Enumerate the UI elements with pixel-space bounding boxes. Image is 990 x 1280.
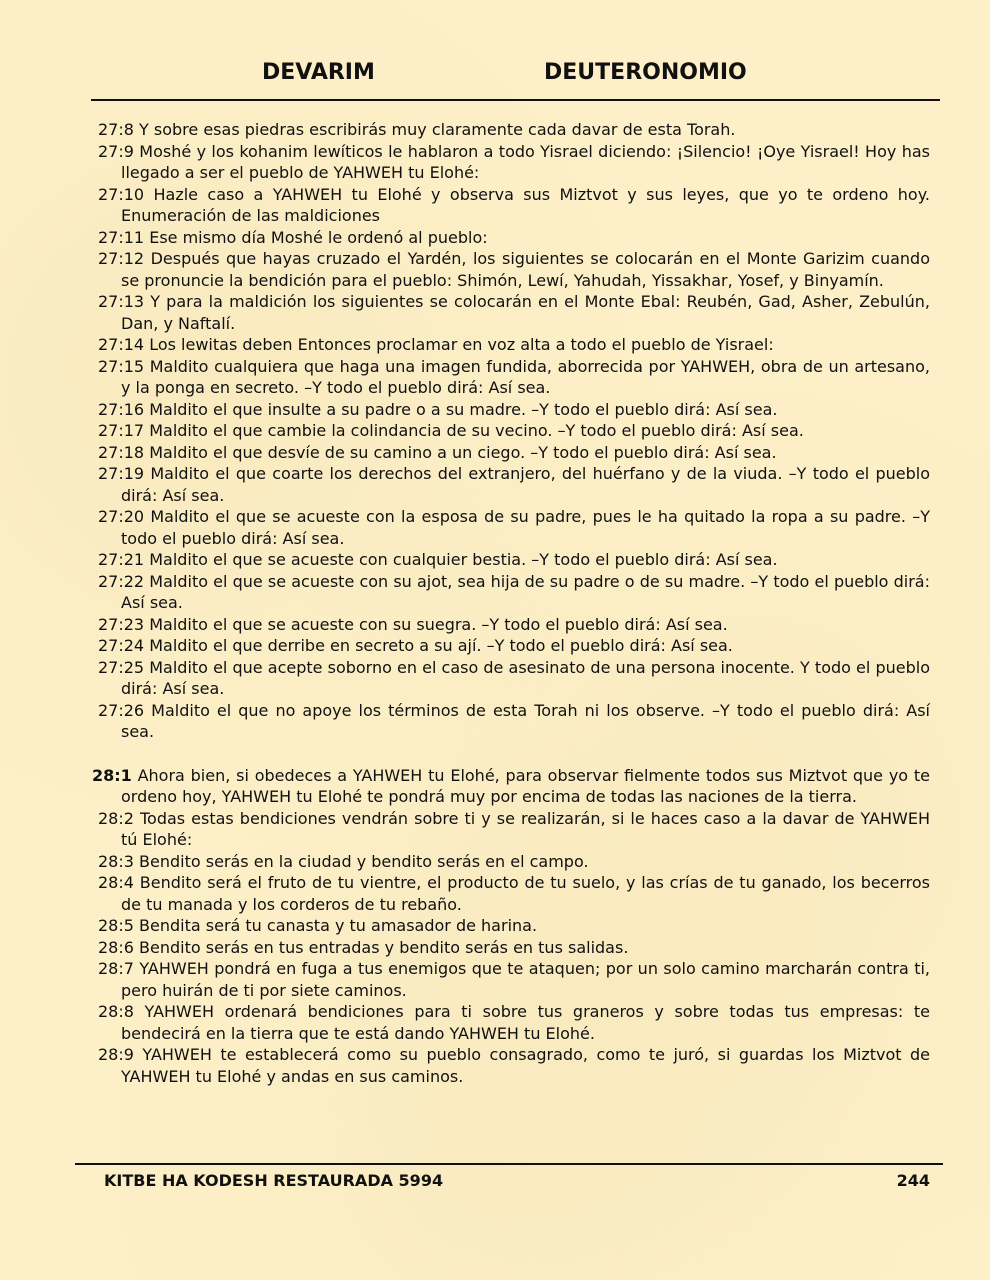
verse [98, 851, 930, 873]
verse-text: Maldito el que insulte a su padre o a su madre. –Y todo el pueblo dirá: Así sea. [149, 399, 778, 419]
verse-text: Y para la maldición los siguientes se colocarán en el Monte Ebal: Reubén, Gad, Asher, Zebulún, Dan, y Naftalí. [121, 292, 930, 333]
verse [98, 420, 930, 442]
verse [98, 915, 930, 937]
verse-number: 27:15 [98, 356, 145, 376]
verse [98, 614, 930, 636]
verse [98, 937, 930, 959]
verse-number: 28:4 [98, 873, 134, 892]
verse [98, 442, 930, 464]
verse-number: 27:12 [98, 249, 145, 268]
verse-number: 27:8 [98, 120, 134, 139]
verse [98, 291, 930, 334]
verse-text: Maldito el que acepte soborno en el caso de asesinato de una persona inocente. Y todo el pueblo dirá: Así sea. [121, 657, 930, 698]
verse-number: 27:23 [98, 614, 145, 634]
verse-text: Maldito el que no apoye los términos de esta Torah ni los observe. –Y todo el pueblo dirá: Así sea. [121, 700, 930, 741]
verse [98, 227, 930, 249]
verse-number: 27:24 [98, 636, 145, 655]
verse [92, 765, 930, 808]
verse-text: YAHWEH te establecerá como su pueblo consagrado, como te juró, si guardas los Miztvot de YAHWEH tu Elohé y andas en sus caminos. [121, 1045, 931, 1086]
verse-number: 27:10 [98, 184, 145, 204]
verse-number: 28:3 [98, 851, 134, 871]
verse [98, 184, 930, 227]
verse-text: Ese mismo día Moshé le ordenó al pueblo: [149, 227, 488, 247]
verse-number: 28:5 [98, 916, 134, 935]
footer-divider [75, 1163, 943, 1165]
verse-text: Maldito el que derribe en secreto a su ají. –Y todo el pueblo dirá: Así sea. [149, 636, 733, 655]
publication-title: KITBE HA KODESH RESTAURADA 5994 [104, 1171, 444, 1190]
verse-number: 27:21 [98, 550, 145, 569]
verse-text: Maldito el que se acueste con cualquier bestia. –Y todo el pueblo dirá: Así sea. [149, 550, 778, 569]
verse-number: 28:2 [98, 808, 134, 828]
verse [98, 549, 930, 571]
verse-number: 27:19 [98, 464, 145, 483]
page-number: 244 [896, 1171, 930, 1190]
verse-text: Ahora bien, si obedeces a YAHWEH tu Elohé, para observar fielmente todos sus Miztvot que yo te ordeno hoy, YAHWEH tu Elohé te pondrá muy por encima de todas las naciones de la tierra. [121, 765, 930, 806]
verse-text: Los lewitas deben Entonces proclamar en voz alta a todo el pueblo de Yisrael: [149, 335, 774, 354]
verse-text: Maldito el que se acueste con su ajot, sea hija de su padre o de su madre. –Y todo el pueblo dirá: Así sea. [121, 571, 931, 612]
book-name-spanish: DEUTERONOMIO [544, 60, 747, 85]
verse-text: Moshé y los kohanim lewíticos le hablaron a todo Yisrael diciendo: ¡Silencio! ¡Oye Yisrael! Hoy has llegado a ser el pueblo de YAHWEH tu Elohé: [121, 141, 930, 182]
verse-number: 27:25 [98, 657, 145, 677]
verse-number: 28:9 [98, 1045, 134, 1064]
verse-number: 27:13 [98, 292, 145, 311]
verse-number: 27:9 [98, 141, 134, 161]
verse [98, 808, 930, 851]
verse [98, 399, 930, 421]
verse-number: 27:17 [98, 421, 145, 440]
verse [98, 141, 930, 184]
verse [98, 657, 930, 700]
verse-text: Maldito el que se acueste con su suegra. –Y todo el pueblo dirá: Así sea. [149, 614, 728, 634]
verse-number: 27:18 [98, 442, 145, 462]
verse [98, 1001, 930, 1044]
verse [98, 1044, 930, 1087]
verse-text: Maldito el que cambie la colindancia de su vecino. –Y todo el pueblo dirá: Así sea. [149, 421, 804, 440]
verse [98, 635, 930, 657]
page-footer [0, 1171, 990, 1195]
verse-text: Bendito será el fruto de tu vientre, el producto de tu suelo, y las crías de tu ganado, los becerros de tu manada y los corderos de tu rebaño. [121, 873, 930, 914]
verse-text: Maldito el que se acueste con la esposa de su padre, pues le ha quitado la ropa a su padre. –Y todo el pueblo dirá: Así sea. [121, 507, 930, 548]
verse-text: Bendito serás en la ciudad y bendito serás en el campo. [139, 851, 589, 871]
verse-text: Hazle caso a YAHWEH tu Elohé y observa sus Miztvot y sus leyes, que yo te ordeno hoy. Enumeración de las maldiciones [121, 184, 930, 225]
verse-text: YAHWEH pondrá en fuga a tus enemigos que te ataquen; por un solo camino marcharán contra ti, pero huirán de ti por siete caminos. [121, 959, 930, 1000]
verse-list [92, 119, 931, 1087]
book-name-hebrew: DEVARIM [262, 60, 375, 85]
verse [98, 872, 930, 915]
verse-number: 27:11 [98, 227, 145, 247]
verse [98, 700, 930, 743]
verse-text: Después que hayas cruzado el Yardén, los siguientes se colocarán en el Monte Garizim cuando se pronuncie la bendición para el pueblo: Shimón, Lewí, Yahudah, Yissakhar, Yosef, y Binyamín. [121, 249, 930, 290]
page-header [0, 60, 990, 90]
header-divider [91, 99, 940, 101]
verse [98, 506, 930, 549]
verse [98, 334, 930, 356]
verse [98, 356, 930, 399]
verse [98, 958, 930, 1001]
verse-text: Todas estas bendiciones vendrán sobre ti y se realizarán, si le haces caso a la davar de YAHWEH tú Elohé: [121, 808, 930, 849]
verse-text: Maldito el que coarte los derechos del extranjero, del huérfano y de la viuda. –Y todo el pueblo dirá: Así sea. [121, 464, 931, 505]
verse-number: 27:22 [98, 571, 145, 591]
verse-number: 28:8 [98, 1002, 134, 1021]
verse [98, 248, 930, 291]
verse-text: Maldito el que desvíe de su camino a un ciego. –Y todo el pueblo dirá: Así sea. [149, 442, 777, 462]
verse-text: Y sobre esas piedras escribirás muy claramente cada davar de esta Torah. [139, 120, 736, 139]
verse [98, 571, 930, 614]
verse-text: Maldito cualquiera que haga una imagen fundida, aborrecida por YAHWEH, obra de un artesano, y la ponga en secreto. –Y todo el pueblo dirá: Así sea. [121, 356, 930, 397]
verse-number: 28:6 [98, 937, 134, 957]
verse-number: 27:14 [98, 335, 145, 354]
verse-text: Bendita será tu canasta y tu amasador de harina. [139, 916, 538, 935]
verse-number: 27:26 [98, 700, 145, 720]
verse-number: 27:20 [98, 507, 145, 526]
verse-number: 27:16 [98, 399, 145, 419]
verse-number: 28:1 [92, 765, 132, 785]
verse-text: Bendito serás en tus entradas y bendito serás en tus salidas. [139, 937, 629, 957]
verse [98, 463, 930, 506]
verse-text: YAHWEH ordenará bendiciones para ti sobre tus graneros y sobre todas tus empresas: te bendecirá en la tierra que te está dando YAHWEH tu Elohé. [121, 1002, 930, 1043]
verse-number: 28:7 [98, 959, 134, 978]
verse [98, 119, 930, 141]
